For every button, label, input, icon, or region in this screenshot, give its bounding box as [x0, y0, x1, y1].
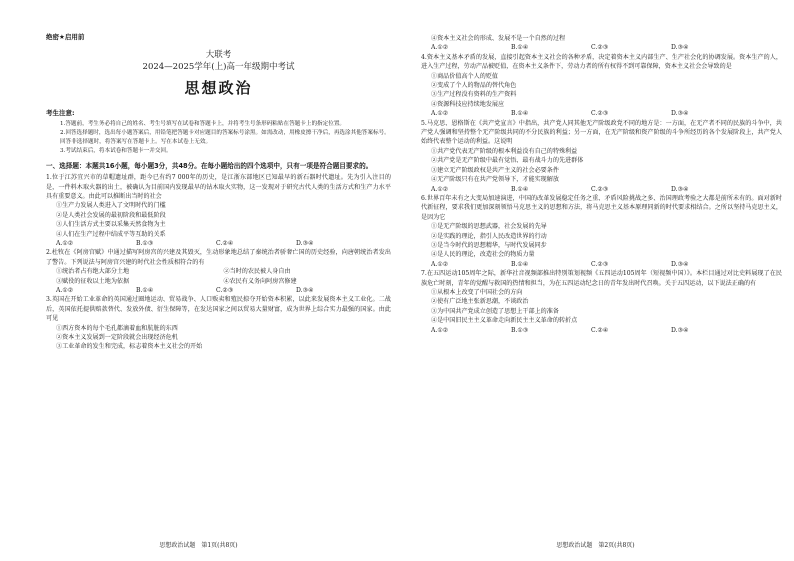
answer-choice: A.①② [431, 326, 449, 334]
confidential-mark: 绝密★启用前 [46, 33, 85, 41]
question-4-stem: 4.资本主义基本矛盾的发展，直接引起资本主义社会的各种矛盾，决定着资本主义内部生产、生产社会化的协调发展。资本生产的人，进入生产过程，劳动产品被贬值，在资本主义条件下，劳动力者的所有权得不到可靠保障，资本主义社会会导致的是 [421, 53, 782, 71]
question-3-option: ④资本主义社会的形成、发展不是一个自然的过程 [431, 35, 566, 42]
question-1-option: ②是人类社会发展的最初阶段和最低阶段 [56, 211, 166, 219]
answer-choice: B.①④ [511, 260, 529, 268]
notice-item: 1.答题前，考生务必将自己的姓名、考生号填写在试卷和答题卡上，并将考生号条形码粘贴在答题卡上的指定位置。 [60, 121, 346, 127]
answer-choice: C.②③ [591, 260, 609, 268]
notice-list [46, 120, 391, 156]
answer-choice: B.①④ [511, 44, 529, 52]
exam-title: 2024—2025学年(上)高一年级期中考试 [142, 62, 295, 72]
question-6-option: ③是当今时代的思想精华，与时代发展同步 [431, 241, 547, 249]
question-2-answers [46, 286, 391, 295]
question-6-option: ②是实践的理论，指引人民改造世界的行动 [431, 232, 547, 240]
answer-choice: B.①④ [511, 185, 529, 193]
question-2-option: ③赋役的征收以土地为依据 [56, 277, 130, 285]
answer-choice: D.③④ [671, 260, 689, 268]
answer-choice: A.①② [431, 44, 449, 52]
question-3-option: ②资本主义发展到一定阶段就会出现经济危机 [56, 334, 178, 342]
question-1-option: ①生产力发展人类进入了文明时代的门槛 [56, 202, 166, 210]
question-4-option: ①商品价值高个人的贬值 [431, 72, 499, 80]
question-3-answers [421, 43, 782, 52]
question-5-option: ①共产党代表无产阶级的根本利益没有自己的特殊利益 [431, 147, 578, 155]
question-1-stem: 1.位于江苏宜兴市的草帽遗址群，距今已有约7 000年的历史，是江浙东部地区已知最早的新石器时代遗址。先为引入注目的是，一件料木取火器的出土，被确认为目前国内发现最早的钻木取火实物，这一发现对于研究古代人类的生活方式和生产力水平具有重要意义。由此可以推断出当时的社会 [46, 174, 391, 200]
question-4-answers [421, 109, 782, 118]
answer-choice: D.③④ [671, 44, 689, 52]
question-6-answers [421, 260, 782, 269]
answer-choice: D.③④ [296, 239, 314, 247]
question-7-answers [421, 326, 782, 335]
question-7-option: ①从根本上改变了中国社会的方向 [431, 288, 523, 296]
answer-choice: C.②③ [591, 185, 609, 193]
answer-choice: B.①③ [136, 239, 154, 247]
question-6-option: ④是人民的理论，改造社会的物质力量 [431, 251, 535, 259]
question-2-option: ④农民有义务向阿房宫修建 [223, 277, 297, 285]
answer-choice: B.①④ [136, 287, 154, 294]
question-2-option: ①统治者占有绝大部分土地 [56, 268, 130, 276]
question-7-option: ②使有广泛地主张新思潮，不谈政治 [431, 298, 529, 306]
question-7-stem: 7.在五四运动105周年之际，新华社音视频部推出特别策划视频《五四运动105周年（短视频中国）》。本栏目通过对比史料展现了在民族危亡时刻，青年的觉醒与救国的热情和担当，为在五四运动纪念日的青年发出时代召唤。关于五四运动，以下说法正确的有 [421, 270, 782, 287]
question-2-stem: 2.杜牧在《阿房宫赋》中通过描写阿房宫的兴建及其毁灭，生动形象地总结了秦统治者骄奢亡国的历史经验，向唐朝统治者发出了警告。下列说法与阿房宫兴建的时代社会性质相符合的有 [46, 249, 391, 266]
question-4-option: ④资源科技应持续地发展应 [431, 100, 505, 108]
question-6-stem: 6.世界百年未有之大变局加速演进，中国的改革发展稳定任务之重、矛盾风险挑战之多、治国理政考验之大都是前所未有的。面对新时代新征程，要求我们更加深刻领悟马克思主义的思想和方法，将马克思主义基本原理同新的时代要求相结合。之所以坚持马克思主义，是因为它 [421, 194, 782, 221]
question-5-answers [421, 185, 782, 194]
question-1-answers [46, 239, 391, 248]
answer-choice: D.③④ [671, 326, 689, 334]
answer-choice: D.③④ [296, 287, 314, 294]
question-1-option: ③人们生活方式主要以采集天然食物为主 [56, 221, 166, 229]
question-3-option: ①西方资本的每个毛孔都滴着血和肮脏的东西 [56, 324, 178, 332]
page-footer: 思想政治试题 第2页(共8页) [556, 542, 635, 549]
notice-item: 2.回答选择题时，选出每小题答案后，用铅笔把答题卡对应题目的答案标号涂黑。如需改动，用橡皮擦干净后，再选涂其他答案标号。回答非选择题时，将答案写在答题卡上。写在本试卷上无效。 [60, 130, 390, 145]
answer-choice: B.①④ [511, 110, 529, 118]
answer-choice: D.③④ [671, 110, 689, 118]
subject-title: 思想政治 [184, 79, 253, 97]
answer-choice: A.①② [431, 110, 449, 118]
answer-choice: A.①② [56, 287, 74, 294]
answer-choice: D.③④ [671, 185, 689, 193]
answer-choice: C.②④ [216, 239, 234, 247]
question-4-option: ②变成了个人的物品的替代角色 [431, 82, 517, 90]
exam-page-2 [397, 0, 794, 561]
question-5-option: ②共产党是无产阶级中最有觉悟、最有战斗力的先进群体 [431, 157, 584, 165]
answer-choice: A.①② [431, 185, 449, 193]
answer-choice: C.②③ [591, 44, 609, 52]
question-5-stem: 5.马克思、恩格斯在《共产党宣言》中指出，共产党人同其他无产阶级政党不同的地方是：一方面，在无产者不同的民族的斗争中，共产党人强调和坚持整个无产阶级共同的不分民族的利益；另一方面，在无产阶级和资产阶级的斗争所经历的各个发展阶段上，共产党人始终代表整个运动的利益。这说明 [421, 119, 782, 146]
answer-choice: B.①③ [511, 326, 529, 334]
answer-choice: A.①② [431, 260, 449, 268]
question-2-options [46, 267, 391, 286]
question-1-option: ④人们在生产过程中结成平等互助的关系 [56, 230, 166, 238]
answer-choice: A.①② [56, 239, 74, 247]
notice-item: 3.考试结束后，将本试卷和答题卡一并交回。 [60, 148, 172, 155]
answer-choice: C.②③ [216, 287, 234, 294]
question-7-option: ③为中国共产党成立创造了思想上干部上的准备 [431, 307, 559, 315]
notice-heading: 考生注意: [46, 109, 75, 117]
section-heading: 一、选择题：本题共16小题，每小题3分，共48分。在每小题给出的四个选项中，只有一项是符合题目要求的。 [46, 161, 373, 170]
question-7-option: ④是中国旧民主主义革命走向新民主主义革命的转折点 [431, 317, 578, 325]
question-4-option: ③生产过程没有资料的生产资料 [431, 91, 517, 99]
question-5-option: ③建立无产阶级政权是共产主义的社会必要条件 [431, 166, 559, 174]
page-footer: 思想政治试题 第1页(共8页) [159, 542, 238, 549]
question-3-stem: 3.英国在开始工业革命的英国通过圈地运动、贸易战争、人口贩卖和殖民掠夺开始资本积累，以此来发展资本主义工业化。二战后，英国依托提供赔款替代、发放外债、衍生保障等，在发达国家之间以贸易大量财富，成为世界上综合实力最强的国家。由此可见 [46, 296, 391, 323]
question-2-option: ②当时的农民被人身自由 [223, 268, 291, 276]
question-6-option: ①是无产阶级的思想武器，社会发展的先导 [431, 223, 547, 231]
question-5-option: ④无产阶级只有在共产党领导下，才能实现解放 [431, 176, 559, 184]
exam-organizer: 大联考 [205, 50, 232, 60]
answer-choice: C.②③ [591, 110, 609, 118]
question-3-option: ③工业革命的发生和完成，标志着资本主义社会的开始 [56, 343, 203, 351]
answer-choice: C.②④ [591, 326, 609, 334]
